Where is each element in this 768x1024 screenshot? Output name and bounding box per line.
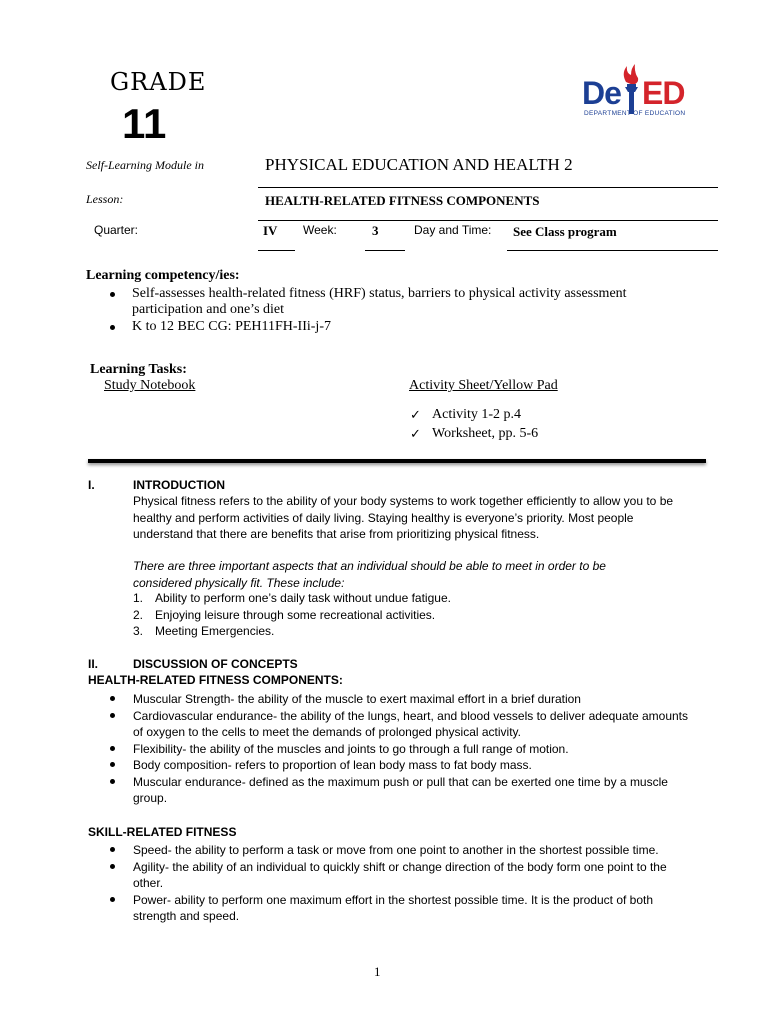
check-icon: ✓	[410, 426, 421, 441]
hrf-text: Flexibility- the ability of the muscles and joints to go through a full range of motion.	[133, 741, 569, 756]
srf-heading: SKILL-RELATED FITNESS	[88, 825, 237, 839]
intro-paragraph: Physical fitness refers to the ability of your body systems to work together efficiently to allow you to be healthy and perform activities of daily living. Staying healthy is everyone’s priority. Most people understand that there are benefits that arise from prioritizing physical fitness.	[133, 494, 674, 541]
lesson-rule	[258, 220, 718, 221]
competency-heading: Learning competency/ies:	[86, 268, 240, 283]
list-text: Enjoying leisure through some recreational activities.	[155, 607, 436, 622]
study-notebook: Study Notebook	[104, 378, 196, 393]
check-text: Worksheet, pp. 5-6	[432, 426, 539, 441]
lesson-label: Lesson:	[86, 192, 124, 206]
list-item	[133, 623, 653, 640]
hrf-list	[133, 691, 693, 807]
intro-numeral: I.	[88, 478, 95, 492]
logo-text-right: ED	[642, 75, 685, 111]
bullet-icon	[110, 696, 115, 701]
check-text: Activity 1-2 p.4	[432, 407, 522, 422]
competency-text: Self-assesses health-related fitness (HRF) status, barriers to physical activity assessment participation and one’s diet	[132, 286, 627, 317]
competency-item	[132, 286, 692, 318]
hrf-text: Muscular endurance- defined as the maximum push or pull that can be exerted one time by a muscle group.	[133, 774, 668, 805]
list-number: 3.	[133, 624, 144, 638]
subject-title: PHYSICAL EDUCATION AND HEALTH 2	[265, 155, 573, 174]
bullet-icon	[110, 762, 115, 767]
bullet-icon	[110, 746, 115, 751]
srf-text: Speed- the ability to perform a task or move from one point to another in the shortest possible time.	[133, 843, 659, 857]
hrf-text: Body composition- refers to proportion of lean body mass to fat body mass.	[133, 758, 532, 772]
activity-sheet: Activity Sheet/Yellow Pad	[409, 378, 558, 393]
hrf-item	[133, 774, 693, 807]
list-text: Ability to perform one’s daily task without undue fatigue.	[155, 591, 451, 605]
hrf-item	[133, 708, 693, 741]
hrf-item	[133, 741, 693, 758]
intro-heading: INTRODUCTION	[133, 478, 225, 492]
logo-subtext: DEPARTMENT OF EDUCATION	[584, 110, 686, 117]
check-icon: ✓	[410, 407, 421, 422]
hrf-text: Muscular Strength- the ability of the muscle to exert maximal effort in a brief duration	[133, 692, 581, 706]
bullet-icon	[110, 847, 115, 852]
bullet-icon	[110, 713, 115, 718]
discussion-heading: DISCUSSION OF CONCEPTS	[133, 657, 298, 671]
day-time-label: Day and Time:	[414, 223, 492, 237]
hrf-text: Cardiovascular endurance- the ability of the lungs, heart, and blood vessels to deliver adequate amounts of oxygen to the cells to meet the demands of prolonged physical activity.	[133, 708, 689, 739]
quarter-rule	[258, 250, 295, 251]
bullet-icon	[110, 779, 115, 784]
quarter-value: IV	[263, 223, 278, 238]
list-number: 2.	[133, 607, 144, 622]
srf-item	[133, 892, 693, 925]
quarter-label: Quarter:	[94, 223, 139, 237]
intro-list	[133, 590, 653, 640]
lesson-title: HEALTH-RELATED FITNESS COMPONENTS	[265, 193, 540, 208]
deped-logo	[560, 58, 720, 128]
list-text: Meeting Emergencies.	[155, 624, 275, 638]
bullet-icon	[110, 325, 115, 330]
bullet-icon	[110, 864, 115, 869]
tasks-heading: Learning Tasks:	[90, 362, 187, 377]
bullet-icon	[110, 292, 115, 297]
day-time-value: See Class program	[513, 224, 617, 239]
week-rule	[365, 250, 405, 251]
module-label: Self-Learning Module in	[86, 158, 204, 172]
intro-italic: There are three important aspects that an individual should be able to meet in order to be considered physically fit. These include:	[133, 559, 606, 590]
check-item	[410, 424, 630, 443]
grade-word: GRADE	[110, 68, 207, 96]
day-time-rule	[507, 250, 718, 251]
srf-list	[133, 842, 693, 925]
srf-text: Power- ability to perform one maximum effort in the shortest possible time. It is the product of both strength and speed.	[133, 892, 654, 923]
hrf-item	[133, 757, 693, 774]
grade-number: 11	[122, 100, 167, 147]
list-item	[133, 590, 653, 607]
page-number: 1	[374, 964, 381, 979]
srf-item	[133, 859, 693, 892]
list-number: 1.	[133, 591, 144, 605]
hrf-heading: HEALTH-RELATED FITNESS COMPONENTS:	[88, 673, 343, 687]
discussion-numeral: II.	[88, 657, 99, 671]
subject-rule	[258, 187, 718, 188]
logo-text-left: De	[582, 75, 621, 111]
srf-item	[133, 842, 693, 859]
week-label: Week:	[303, 223, 337, 237]
list-item	[133, 607, 653, 624]
srf-text: Agility- the ability of an individual to quickly shift or change direction of the body form one point to the other.	[133, 859, 667, 890]
hrf-item	[133, 691, 693, 708]
competency-item	[132, 319, 331, 335]
check-item	[410, 405, 630, 424]
week-value: 3	[372, 223, 379, 238]
competency-text: K to 12 BEC CG: PEH11FH-IIi-j-7	[132, 319, 331, 334]
task-checklist	[410, 405, 630, 443]
bullet-icon	[110, 897, 115, 902]
section-divider	[88, 459, 706, 463]
